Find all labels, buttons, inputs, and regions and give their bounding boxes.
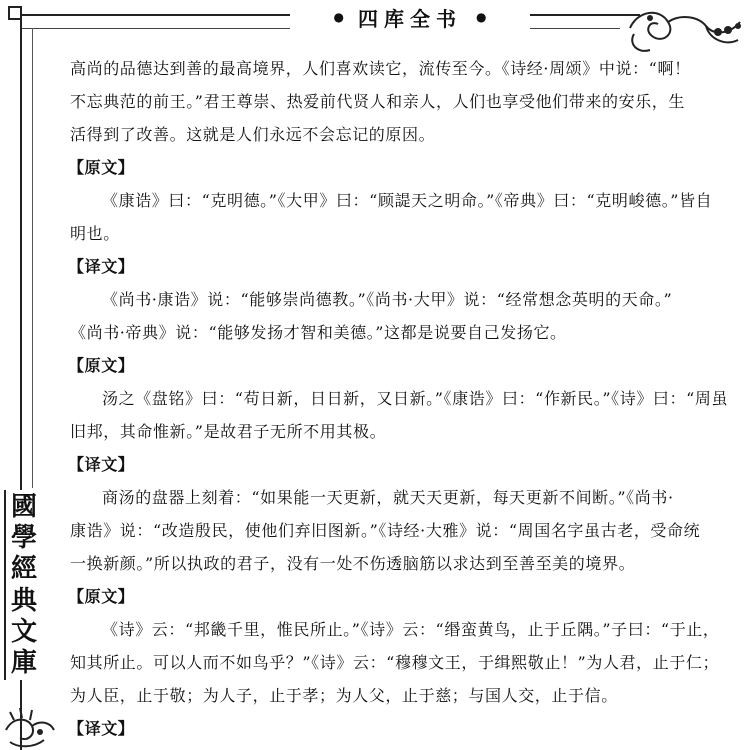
text-line: 《康诰》曰：“克明德。”《大甲》曰：“顾諟天之明命。”《帝典》曰：“克明峻德。”皆自 bbox=[102, 191, 713, 210]
section-label-translation: 【译文】 bbox=[68, 455, 135, 474]
text-line: 活得到了改善。这就是人们永远不会忘记的原因。 bbox=[70, 125, 436, 144]
bullet-icon: ● bbox=[333, 10, 344, 24]
badge-char: 國 bbox=[10, 492, 37, 522]
main-text bbox=[70, 52, 730, 745]
series-badge bbox=[4, 490, 42, 680]
bullet-icon: ● bbox=[476, 10, 487, 24]
dragon-ornament-icon bbox=[0, 690, 60, 750]
text-line: 高尚的品德达到善的最高境界，人们喜欢读它，流传至今。《诗经·周颂》中说：“啊！ bbox=[70, 59, 691, 78]
badge-char: 學 bbox=[10, 523, 37, 554]
running-header bbox=[290, 4, 530, 30]
text-line: 知其所止。可以人而不如鸟乎？”《诗》云：“穆穆文王，于缉熙敬止！”为人君，止于仁； bbox=[70, 653, 720, 672]
corner-ornament bbox=[8, 6, 22, 20]
text-line: 为人臣，止于敬；为人子，止于孝；为人父，止于慈；与国人交，止于信。 bbox=[70, 686, 618, 705]
text-line: 《诗》云：“邦畿千里，惟民所止。”《诗》云：“缗蛮黄鸟，止于丘隅。”子曰：“于止， bbox=[102, 620, 720, 639]
text-line: 旧邦，其命惟新。”是故君子无所不用其极。 bbox=[70, 422, 387, 441]
cloud-ornament-icon bbox=[620, 0, 750, 60]
text-line: 明也。 bbox=[70, 224, 120, 243]
page-title: 四库全书 bbox=[358, 6, 462, 31]
badge-char: 文 bbox=[10, 616, 37, 647]
section-label-original: 【原文】 bbox=[68, 356, 135, 375]
frame-inner-left-line bbox=[32, 28, 33, 488]
section-label-original: 【原文】 bbox=[68, 587, 135, 606]
section-label-translation: 【译文】 bbox=[68, 719, 135, 738]
text-line: 《尚书·帝典》说：“能够发扬才智和美德。”这都是说要自己发扬它。 bbox=[70, 323, 567, 342]
text-line: 商汤的盘器上刻着：“如果能一天更新，就天天更新，每天更新不间断。”《尚书· bbox=[102, 488, 674, 507]
text-line: 一换新颜。”所以执政的君子，没有一处不伤透脑筋以求达到至善至美的境界。 bbox=[70, 554, 636, 573]
badge-char: 庫 bbox=[10, 647, 37, 678]
text-line: 不忘典范的前王。”君王尊崇、热爱前代贤人和亲人，人们也享受他们带来的安乐，生 bbox=[70, 92, 685, 111]
text-line: 《尚书·康诰》说：“能够崇尚德教。”《尚书·大甲》说：“经常想念英明的天命。” bbox=[102, 290, 673, 309]
badge-char: 經 bbox=[10, 554, 37, 585]
text-line: 汤之《盘铭》曰：“苟日新，日日新，又日新。”《康诰》曰：“作新民。”《诗》曰：“周虽 bbox=[102, 389, 729, 408]
section-label-original: 【原文】 bbox=[68, 158, 135, 177]
text-line: 康诰》说：“改造殷民，使他们弃旧图新。”《诗经·大雅》说：“周国名字虽古老，受命统 bbox=[70, 521, 701, 540]
badge-char: 典 bbox=[10, 585, 37, 616]
section-label-translation: 【译文】 bbox=[68, 257, 135, 276]
